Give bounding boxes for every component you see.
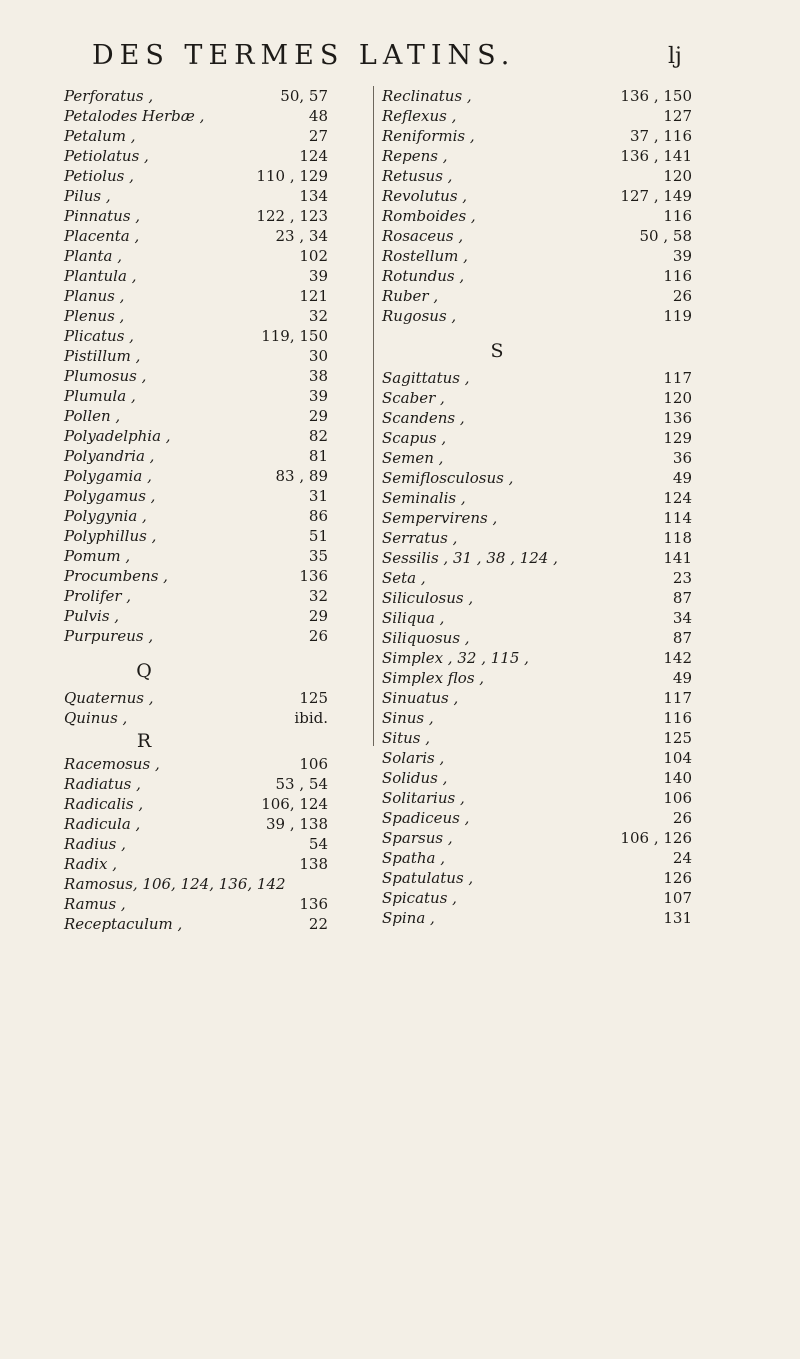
index-term: Seta , [382,569,426,587]
index-entry [382,908,722,928]
index-entry [64,814,364,834]
index-term: Semen , [382,449,444,467]
index-term: Solitarius , [382,789,465,807]
index-entry [382,306,722,326]
index-term: Quaternus , [64,689,154,707]
index-entry [382,868,722,888]
index-entry [64,86,364,106]
index-pages: 126 [663,869,692,887]
index-entry [382,848,722,868]
index-term: Siliqua , [382,609,445,627]
index-pages: 51 [308,527,328,545]
index-term: Racemosus , [64,755,160,773]
index-term: Prolifer , [64,587,132,605]
index-pages: 138 [299,855,328,873]
index-pages: 125 [299,689,328,707]
index-entry [64,166,364,186]
index-pages: 31 [308,487,328,505]
index-pages: 136 [299,895,328,913]
index-pages: 22 [308,915,328,933]
index-pages: 110 , 129 [256,167,328,185]
index-entry [64,106,364,126]
index-pages: 125 [663,729,692,747]
index-pages: 102 [299,247,328,265]
index-entry [382,808,722,828]
index-pages: 82 [308,427,328,445]
index-entry [64,226,364,246]
index-pages: 53 , 54 [275,775,328,793]
index-entry [64,466,364,486]
index-entry [64,366,364,386]
index-entry [64,794,364,814]
index-entry [64,446,364,466]
index-entry [64,346,364,366]
index-term: Rugosus , [382,307,457,325]
index-pages: 142 [663,649,692,667]
index-pages: 129 [663,429,692,447]
index-term: Pistillum , [64,347,141,365]
index-entry [382,568,722,588]
index-entry [382,588,722,608]
index-term: Planta , [64,247,123,265]
index-term: Plumosus , [64,367,147,385]
index-pages: 127 , 149 [620,187,692,205]
index-entry [382,888,722,908]
index-term: Sagittatus , [382,369,470,387]
index-term: Reflexus , [382,107,457,125]
index-pages: 23 [672,569,692,587]
index-term: Pinnatus , [64,207,141,225]
index-pages: 36 [672,449,692,467]
index-pages: 127 [663,107,692,125]
index-entry [64,306,364,326]
index-entry [382,246,722,266]
index-term: Polyadelphia , [64,427,171,445]
index-term: Spadiceus , [382,809,470,827]
index-entry [382,388,722,408]
index-entry [64,834,364,854]
index-pages: 136 , 150 [620,87,692,105]
index-pages: 140 [663,769,692,787]
index-entry [382,488,722,508]
index-term: Simplex , 32 , 115 , [382,649,529,667]
index-term: Polyphillus , [64,527,157,545]
index-term: Ramus , [64,895,126,913]
index-pages: 38 [308,367,328,385]
index-pages: 50, 57 [280,87,328,105]
index-pages: 48 [308,107,328,125]
index-entry [382,166,722,186]
index-pages: 116 [663,709,692,727]
index-entry [64,774,364,794]
index-entry [64,708,364,728]
index-pages: 35 [308,547,328,565]
index-entry [382,768,722,788]
index-entry [382,668,722,688]
index-term: Sinuatus , [382,689,459,707]
index-term: Seminalis , [382,489,466,507]
index-entry [382,428,722,448]
index-pages: 30 [308,347,328,365]
index-term: Polygynia , [64,507,147,525]
index-term: Perforatus , [64,87,154,105]
index-entry [382,648,722,668]
index-entry [64,426,364,446]
index-entry [382,126,722,146]
index-pages: 121 [299,287,328,305]
index-entry [382,748,722,768]
index-entry [64,688,364,708]
index-term: Sessilis , 31 , 38 , 124 , [382,549,558,567]
index-term: Rotundus , [382,267,465,285]
index-term: Ramosus, 106, 124, 136, 142 [64,875,286,893]
index-term: Retusus , [382,167,453,185]
index-pages: 141 [663,549,692,567]
index-entry [64,206,364,226]
index-entry [382,608,722,628]
index-term: Petiolus , [64,167,134,185]
index-pages: 39 [672,247,692,265]
index-term: Pomum , [64,547,131,565]
right-index-column [382,86,722,928]
index-entry [64,326,364,346]
index-pages: 120 [663,167,692,185]
index-term: Repens , [382,147,448,165]
index-pages: 24 [672,849,692,867]
index-term: Spicatus , [382,889,457,907]
index-entry [64,526,364,546]
index-pages: 54 [308,835,328,853]
index-term: Sparsus , [382,829,453,847]
index-entry [64,894,364,914]
index-pages: 39 [308,387,328,405]
index-pages: 49 [672,669,692,687]
section-letter: Q [136,660,152,682]
index-term: Sempervirens , [382,509,498,527]
index-term: Serratus , [382,529,458,547]
index-entry [382,186,722,206]
index-term: Reclinatus , [382,87,472,105]
index-term: Petiolatus , [64,147,149,165]
index-entry [382,788,722,808]
index-pages: 124 [299,147,328,165]
index-term: Plumula , [64,387,136,405]
index-entry [64,246,364,266]
index-entry [64,506,364,526]
left-index-column [64,86,364,934]
index-entry [64,854,364,874]
index-term: Scandens , [382,409,465,427]
index-term: Petalodes Herbæ , [64,107,205,125]
index-pages: 120 [663,389,692,407]
index-pages: 32 [308,587,328,605]
index-entry [64,486,364,506]
index-term: Rosaceus , [382,227,464,245]
index-term: Simplex flos , [382,669,485,687]
index-term: Solidus , [382,769,448,787]
index-pages: 26 [672,809,692,827]
index-term: Procumbens , [64,567,168,585]
index-term: Radius , [64,835,126,853]
index-pages: 106 , 126 [620,829,692,847]
index-entry [64,266,364,286]
index-pages: 26 [672,287,692,305]
index-term: Polygamia , [64,467,152,485]
index-entry [64,626,364,646]
index-entry [382,728,722,748]
index-term: Radiatus , [64,775,141,793]
index-term: Spina , [382,909,435,927]
index-term: Plantula , [64,267,137,285]
index-term: Revolutus , [382,187,468,205]
index-term: Radicalis , [64,795,144,813]
index-pages: 124 [663,489,692,507]
index-entry [64,606,364,626]
index-entry [382,688,722,708]
index-pages: 39 , 138 [265,815,328,833]
page-title: DES TERMES LATINS. [92,40,516,71]
index-entry [382,266,722,286]
index-pages: 106, 124 [261,795,328,813]
index-entry [382,408,722,428]
index-pages: 29 [308,607,328,625]
index-pages: 136 [663,409,692,427]
index-entry [382,468,722,488]
index-term: Rostellum , [382,247,468,265]
index-entry [64,546,364,566]
index-pages: 118 [663,529,692,547]
index-pages: 136 , 141 [620,147,692,165]
index-entry [64,386,364,406]
index-pages: 32 [308,307,328,325]
index-entry [64,586,364,606]
index-term: Receptaculum , [64,915,183,933]
index-term: Semiflosculosus , [382,469,514,487]
index-term: Pollen , [64,407,121,425]
index-entry [382,828,722,848]
index-entry [382,146,722,166]
section-letter: S [490,340,504,362]
index-entry [382,286,722,306]
index-pages: 29 [308,407,328,425]
index-entry [64,146,364,166]
index-pages: 39 [308,267,328,285]
index-pages: 107 [663,889,692,907]
index-pages: 122 , 123 [256,207,328,225]
index-term: Plicatus , [64,327,134,345]
index-term: Siliculosus , [382,589,474,607]
index-pages: 131 [663,909,692,927]
index-pages: 116 [663,207,692,225]
index-term: Plenus , [64,307,125,325]
index-term: Quinus , [64,709,128,727]
index-entry [382,628,722,648]
index-term: Ruber , [382,287,439,305]
index-term: Scapus , [382,429,447,447]
index-entry [64,874,364,894]
index-term: Radix , [64,855,117,873]
index-term: Spatulatus , [382,869,474,887]
index-entry [64,186,364,206]
index-entry [382,226,722,246]
index-term: Purpureus , [64,627,154,645]
page-number: lj [668,44,682,69]
index-entry [382,548,722,568]
index-entry [382,368,722,388]
index-pages: 117 [663,369,692,387]
index-entry [382,206,722,226]
index-term: Polyandria , [64,447,155,465]
index-term: Scaber , [382,389,445,407]
index-pages: 37 , 116 [629,127,692,145]
index-entry [64,126,364,146]
index-pages: 26 [308,627,328,645]
index-pages: 106 [663,789,692,807]
index-pages: 27 [308,127,328,145]
index-entry [382,528,722,548]
index-term: Situs , [382,729,430,747]
index-term: Petalum , [64,127,136,145]
index-term: Radicula , [64,815,141,833]
index-term: Reniformis , [382,127,475,145]
index-pages: 114 [663,509,692,527]
index-entry [64,286,364,306]
index-entry [64,754,364,774]
index-term: Sinus , [382,709,434,727]
index-entry [64,914,364,934]
index-term: Pulvis , [64,607,120,625]
index-term: Solaris , [382,749,445,767]
index-term: Romboides , [382,207,476,225]
index-entry [382,106,722,126]
index-term: Pilus , [64,187,111,205]
index-pages: 117 [663,689,692,707]
index-pages: 87 [672,629,692,647]
index-pages: 50 , 58 [639,227,692,245]
index-term: Polygamus , [64,487,156,505]
index-pages: 34 [672,609,692,627]
index-entry [64,566,364,586]
index-pages: 49 [672,469,692,487]
index-pages: 116 [663,267,692,285]
index-pages: 119, 150 [261,327,328,345]
index-pages: 104 [663,749,692,767]
index-pages: 87 [672,589,692,607]
page-header [0,40,800,80]
index-term: Placenta , [64,227,140,245]
index-pages: 86 [308,507,328,525]
column-divider [373,86,374,746]
index-term: Siliquosus , [382,629,470,647]
index-pages: 119 [663,307,692,325]
index-entry [382,508,722,528]
index-entry [382,86,722,106]
index-term: Spatha , [382,849,445,867]
section-letter: R [136,730,152,752]
index-pages: 134 [299,187,328,205]
index-entry [382,708,722,728]
index-pages: 106 [299,755,328,773]
index-entry [64,406,364,426]
index-entry [382,448,722,468]
index-pages: 83 , 89 [275,467,328,485]
index-pages: ibid. [294,709,328,727]
index-pages: 23 , 34 [275,227,328,245]
index-pages: 136 [299,567,328,585]
index-term: Planus , [64,287,125,305]
index-pages: 81 [308,447,328,465]
